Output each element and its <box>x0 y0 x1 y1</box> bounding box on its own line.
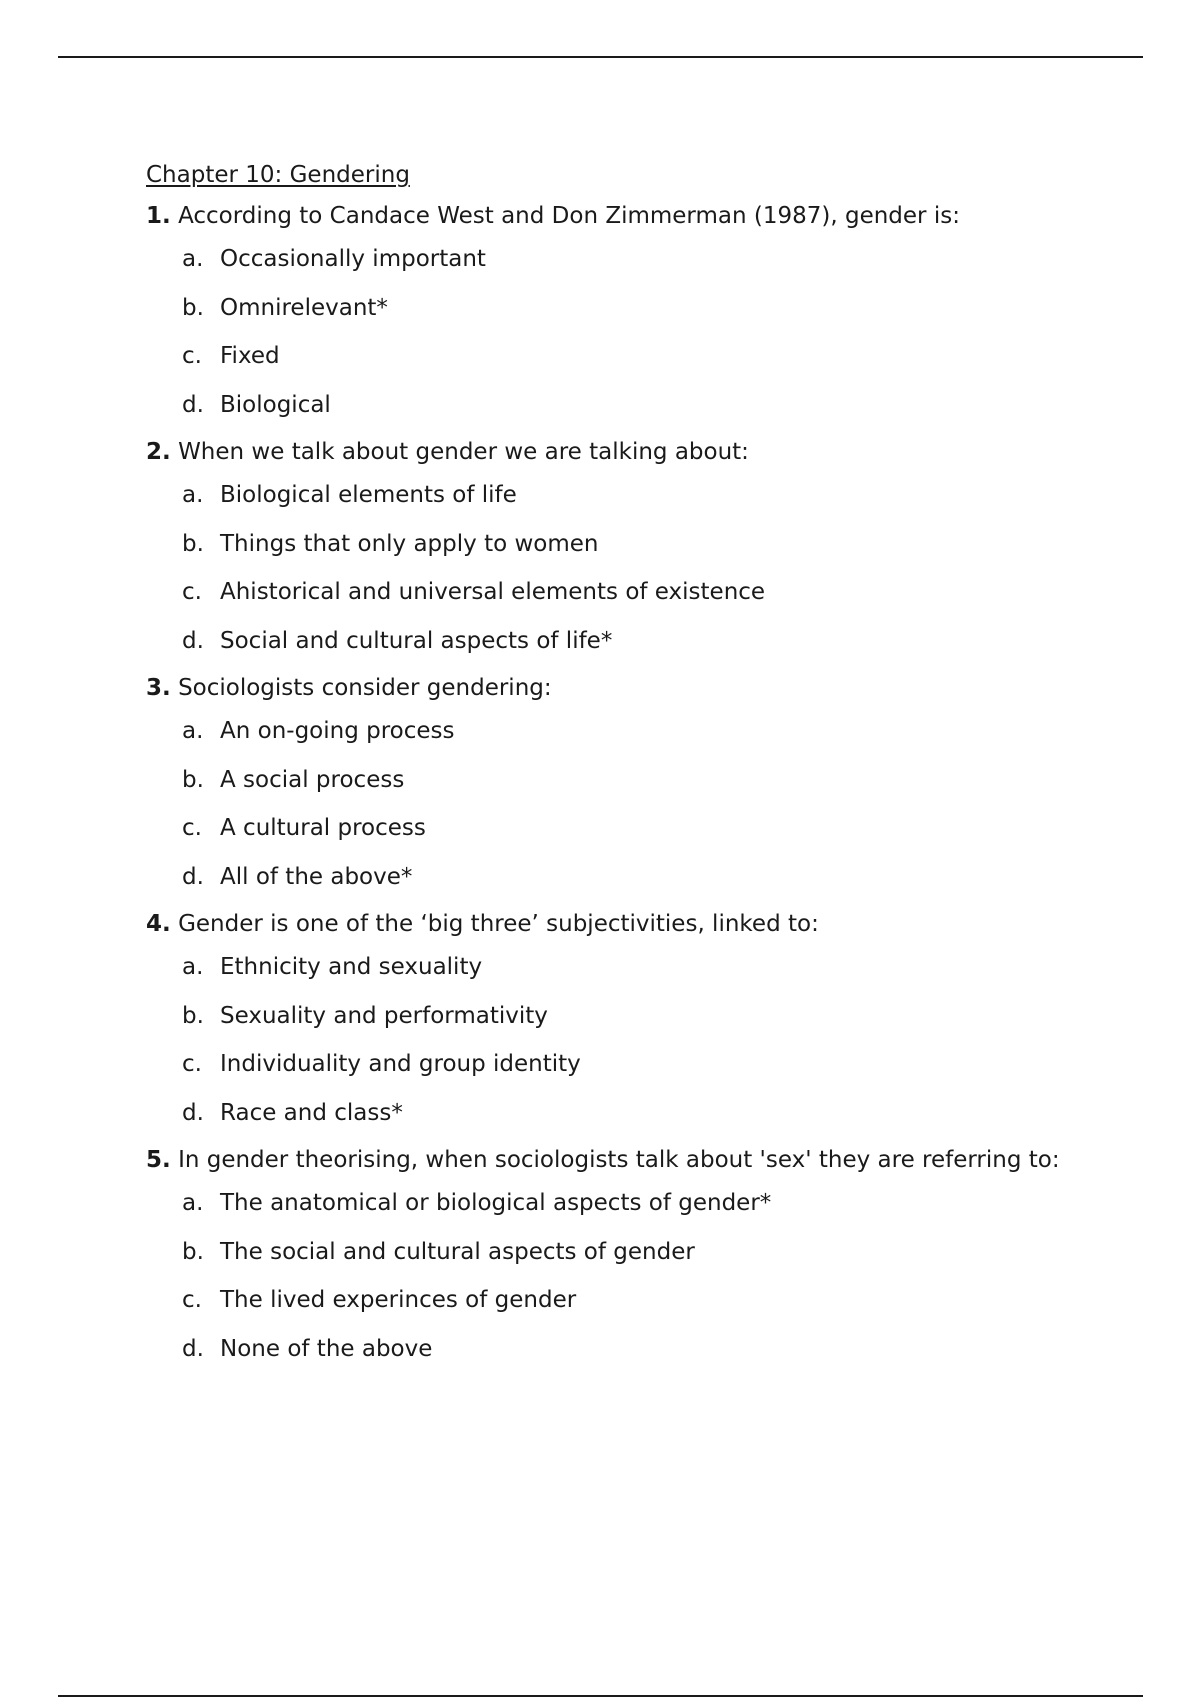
answer-option <box>182 341 1086 371</box>
answer-option <box>182 716 1086 746</box>
option-letter: d. <box>182 1099 204 1126</box>
answer-option <box>182 480 1086 510</box>
question-stem <box>146 910 1086 939</box>
question-5 <box>146 1146 1086 1364</box>
question-2 <box>146 438 1086 656</box>
answer-option <box>182 529 1086 559</box>
option-text: A cultural process <box>220 815 426 841</box>
question-stem <box>146 1146 1086 1175</box>
option-text: Biological elements of life <box>220 482 517 508</box>
answer-option <box>182 765 1086 795</box>
question-text: Gender is one of the ‘big three’ subjectivities, linked to: <box>178 911 819 937</box>
option-letter: d. <box>182 627 204 654</box>
option-text: An on-going process <box>220 718 455 744</box>
answer-options <box>146 716 1086 892</box>
option-letter: c. <box>182 815 202 841</box>
answer-option <box>182 1188 1086 1218</box>
option-letter: d. <box>182 863 204 890</box>
top-divider <box>58 56 1143 58</box>
option-text: Occasionally important <box>220 246 486 272</box>
answer-options <box>146 480 1086 656</box>
answer-options <box>146 952 1086 1128</box>
option-letter: d. <box>182 391 204 418</box>
option-text: The lived experinces of gender <box>220 1287 577 1313</box>
option-letter: a. <box>182 954 204 980</box>
option-text: The social and cultural aspects of gender <box>220 1238 695 1265</box>
option-letter: b. <box>182 530 204 557</box>
question-stem <box>146 438 1086 467</box>
bottom-divider <box>58 1695 1143 1697</box>
option-text: Social and cultural aspects of life* <box>220 627 613 654</box>
answer-options <box>146 244 1086 420</box>
question-number: 3. <box>146 675 171 701</box>
option-letter: b. <box>182 294 204 321</box>
option-text: All of the above* <box>220 863 413 890</box>
question-stem <box>146 202 1086 231</box>
question-stem <box>146 674 1086 703</box>
answer-option <box>182 577 1086 607</box>
document-body <box>146 160 1086 1382</box>
option-letter: a. <box>182 246 204 272</box>
question-4 <box>146 910 1086 1128</box>
option-text: Biological <box>220 391 331 418</box>
answer-option <box>182 1285 1086 1315</box>
question-number: 5. <box>146 1147 171 1173</box>
option-text: Sexuality and performativity <box>220 1002 548 1029</box>
option-text: Things that only apply to women <box>220 530 599 557</box>
option-text: None of the above <box>220 1335 433 1362</box>
option-text: Omnirelevant* <box>220 294 388 321</box>
question-3 <box>146 674 1086 892</box>
question-number: 2. <box>146 439 171 465</box>
option-letter: c. <box>182 1287 202 1313</box>
option-letter: a. <box>182 1190 204 1216</box>
option-letter: a. <box>182 718 204 744</box>
answer-options <box>146 1188 1086 1364</box>
option-text: Race and class* <box>220 1099 403 1126</box>
answer-option <box>182 1237 1086 1267</box>
option-text: Individuality and group identity <box>220 1051 581 1077</box>
answer-option <box>182 390 1086 420</box>
answer-option <box>182 293 1086 323</box>
question-text: In gender theorising, when sociologists talk about 'sex' they are referring to: <box>178 1147 1060 1173</box>
option-text: Ahistorical and universal elements of existence <box>220 579 766 605</box>
option-text: The anatomical or biological aspects of gender* <box>220 1190 772 1216</box>
question-text: Sociologists consider gendering: <box>178 675 552 701</box>
option-letter: b. <box>182 766 204 793</box>
chapter-title: Chapter 10: Gendering <box>146 162 410 188</box>
option-letter: c. <box>182 1051 202 1077</box>
answer-option <box>182 1049 1086 1079</box>
question-number: 4. <box>146 911 171 937</box>
answer-option <box>182 1334 1086 1364</box>
question-number: 1. <box>146 203 171 229</box>
answer-option <box>182 952 1086 982</box>
option-letter: b. <box>182 1002 204 1029</box>
option-letter: d. <box>182 1335 204 1362</box>
option-letter: c. <box>182 343 202 369</box>
answer-option <box>182 626 1086 656</box>
answer-option <box>182 244 1086 274</box>
answer-option <box>182 813 1086 843</box>
option-letter: c. <box>182 579 202 605</box>
option-text: Ethnicity and sexuality <box>220 954 483 980</box>
answer-option <box>182 862 1086 892</box>
question-text: According to Candace West and Don Zimmerman (1987), gender is: <box>178 203 960 229</box>
question-1 <box>146 202 1086 420</box>
question-text: When we talk about gender we are talking about: <box>178 439 749 465</box>
option-letter: b. <box>182 1238 204 1265</box>
option-letter: a. <box>182 482 204 508</box>
answer-option <box>182 1098 1086 1128</box>
option-text: Fixed <box>220 343 280 369</box>
answer-option <box>182 1001 1086 1031</box>
option-text: A social process <box>220 766 405 793</box>
